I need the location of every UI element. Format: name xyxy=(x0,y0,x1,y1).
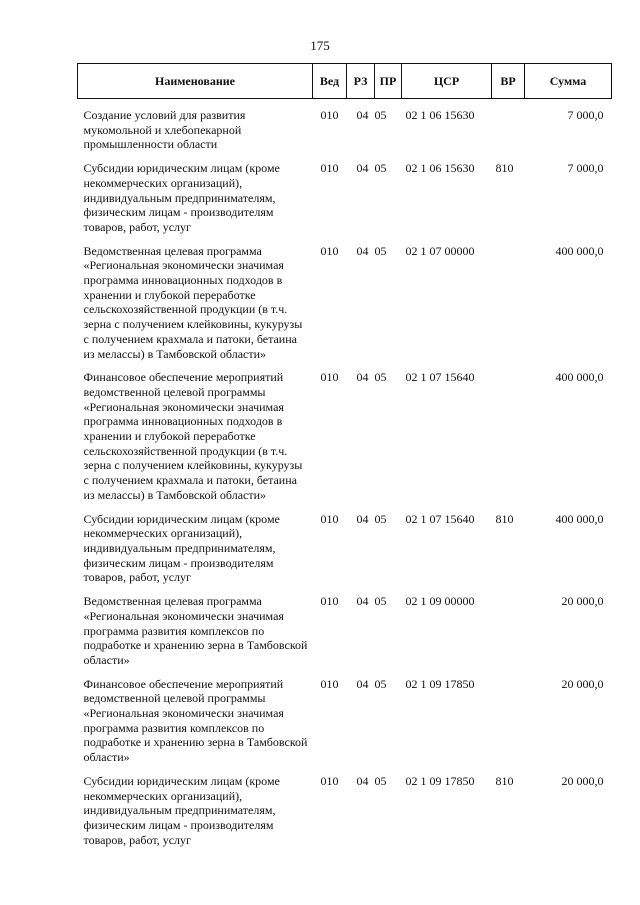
row-ved: 010 xyxy=(320,676,339,691)
table-row xyxy=(78,161,612,235)
row-rz: 04 xyxy=(356,773,369,788)
table-row xyxy=(78,370,612,502)
table-header-row xyxy=(78,64,612,99)
row-csr: 02 1 07 15640 xyxy=(405,511,475,526)
table-row xyxy=(78,108,612,152)
row-csr: 02 1 09 00000 xyxy=(405,594,475,609)
row-ved: 010 xyxy=(320,511,339,526)
row-ved: 010 xyxy=(320,773,339,788)
row-pr: 05 xyxy=(374,108,387,122)
row-csr: 02 1 06 15630 xyxy=(405,161,475,176)
row-ved: 010 xyxy=(320,108,339,122)
row-vr: 810 xyxy=(495,511,514,526)
page-number: 175 xyxy=(310,38,330,53)
table-row xyxy=(78,244,612,362)
row-pr: 05 xyxy=(374,511,387,526)
row-csr: 02 1 09 17850 xyxy=(405,773,475,788)
row-name: Субсидии юридическим лицам (кроме некоммерческих организаций), индивидуальным предпринимателям, физическим лицам - производителям товаров, работ, услуг xyxy=(83,511,280,585)
header-ved: Вед xyxy=(313,64,347,99)
row-pr: 05 xyxy=(374,773,387,788)
header-sum: Сумма xyxy=(525,64,612,99)
row-pr: 05 xyxy=(374,243,387,258)
row-ved: 010 xyxy=(320,161,339,176)
row-vr xyxy=(492,108,525,152)
row-ved: 010 xyxy=(320,243,339,258)
row-name: Ведомственная целевая программа «Региональная экономически значимая программа инновационных подходов в хранении и глубокой переработке сельскохозяйственной продукции (в т.ч. зерна с получением клейковины, кукурузы с получением крахмала и патоки, бетаина из мелассы) в Тамбовской области» xyxy=(83,243,303,361)
row-vr xyxy=(492,677,525,765)
row-rz: 04 xyxy=(356,594,369,609)
row-sum: 20 000,0 xyxy=(561,676,604,691)
header-name: Наименование xyxy=(78,64,313,99)
row-sum: 400 000,0 xyxy=(555,511,604,526)
row-pr: 05 xyxy=(374,676,387,691)
row-vr: 810 xyxy=(495,773,514,788)
row-name: Ведомственная целевая программа «Региональная экономически значимая программа развития комплексов по подработке и хранению зерна в Тамбовской области» xyxy=(83,594,308,667)
row-rz: 04 xyxy=(356,161,369,176)
row-rz: 04 xyxy=(356,370,369,385)
row-csr: 02 1 07 00000 xyxy=(405,243,475,258)
table-row xyxy=(78,594,612,668)
row-sum: 400 000,0 xyxy=(555,243,604,258)
row-vr xyxy=(492,594,525,668)
row-sum: 20 000,0 xyxy=(561,773,604,788)
row-rz: 04 xyxy=(356,676,369,691)
row-csr: 02 1 06 15630 xyxy=(405,108,475,122)
row-csr: 02 1 09 17850 xyxy=(405,676,475,691)
row-pr: 05 xyxy=(374,370,387,385)
table-row xyxy=(78,774,612,848)
header-csr: ЦСР xyxy=(402,64,492,99)
row-name: Финансовое обеспечение мероприятий ведомственной целевой программы «Региональная экономически значимая программа инновационных подходов в хранении и глубокой переработке сельскохозяйственной продукции (в т.ч. зерна с получением клейковины, кукурузы с получением крахмала и патоки, бетаина из мелассы) в Тамбовской области» xyxy=(83,370,303,502)
row-vr xyxy=(492,244,525,362)
table-row xyxy=(78,677,612,765)
row-rz: 04 xyxy=(356,511,369,526)
table-row xyxy=(78,512,612,586)
row-sum: 400 000,0 xyxy=(555,370,604,385)
budget-table xyxy=(77,63,612,847)
row-name: Субсидии юридическим лицам (кроме некоммерческих организаций), индивидуальным предпринимателям, физическим лицам - производителям товаров, работ, услуг xyxy=(83,773,280,847)
row-vr xyxy=(492,370,525,502)
row-ved: 010 xyxy=(320,594,339,609)
row-name: Создание условий для развития мукомольной и хлебопекарной промышленности области xyxy=(83,108,246,152)
header-pr: ПР xyxy=(375,64,402,99)
row-rz: 04 xyxy=(356,108,369,122)
row-sum: 7 000,0 xyxy=(567,161,604,176)
row-rz: 04 xyxy=(356,243,369,258)
row-name: Субсидии юридическим лицам (кроме некоммерческих организаций), индивидуальным предпринимателям, физическим лицам - производителям товаров, работ, услуг xyxy=(83,161,280,234)
row-sum: 7 000,0 xyxy=(567,108,604,122)
row-pr: 05 xyxy=(374,594,387,609)
header-vr: ВР xyxy=(492,64,525,99)
header-rz: РЗ xyxy=(347,64,375,99)
row-sum: 20 000,0 xyxy=(561,594,604,609)
row-pr: 05 xyxy=(374,161,387,176)
row-ved: 010 xyxy=(320,370,339,385)
row-name: Финансовое обеспечение мероприятий ведомственной целевой программы «Региональная экономически значимая программа развития комплексов по подработке и хранению зерна в Тамбовской области» xyxy=(83,676,308,765)
row-vr: 810 xyxy=(495,161,514,176)
row-csr: 02 1 07 15640 xyxy=(405,370,475,385)
